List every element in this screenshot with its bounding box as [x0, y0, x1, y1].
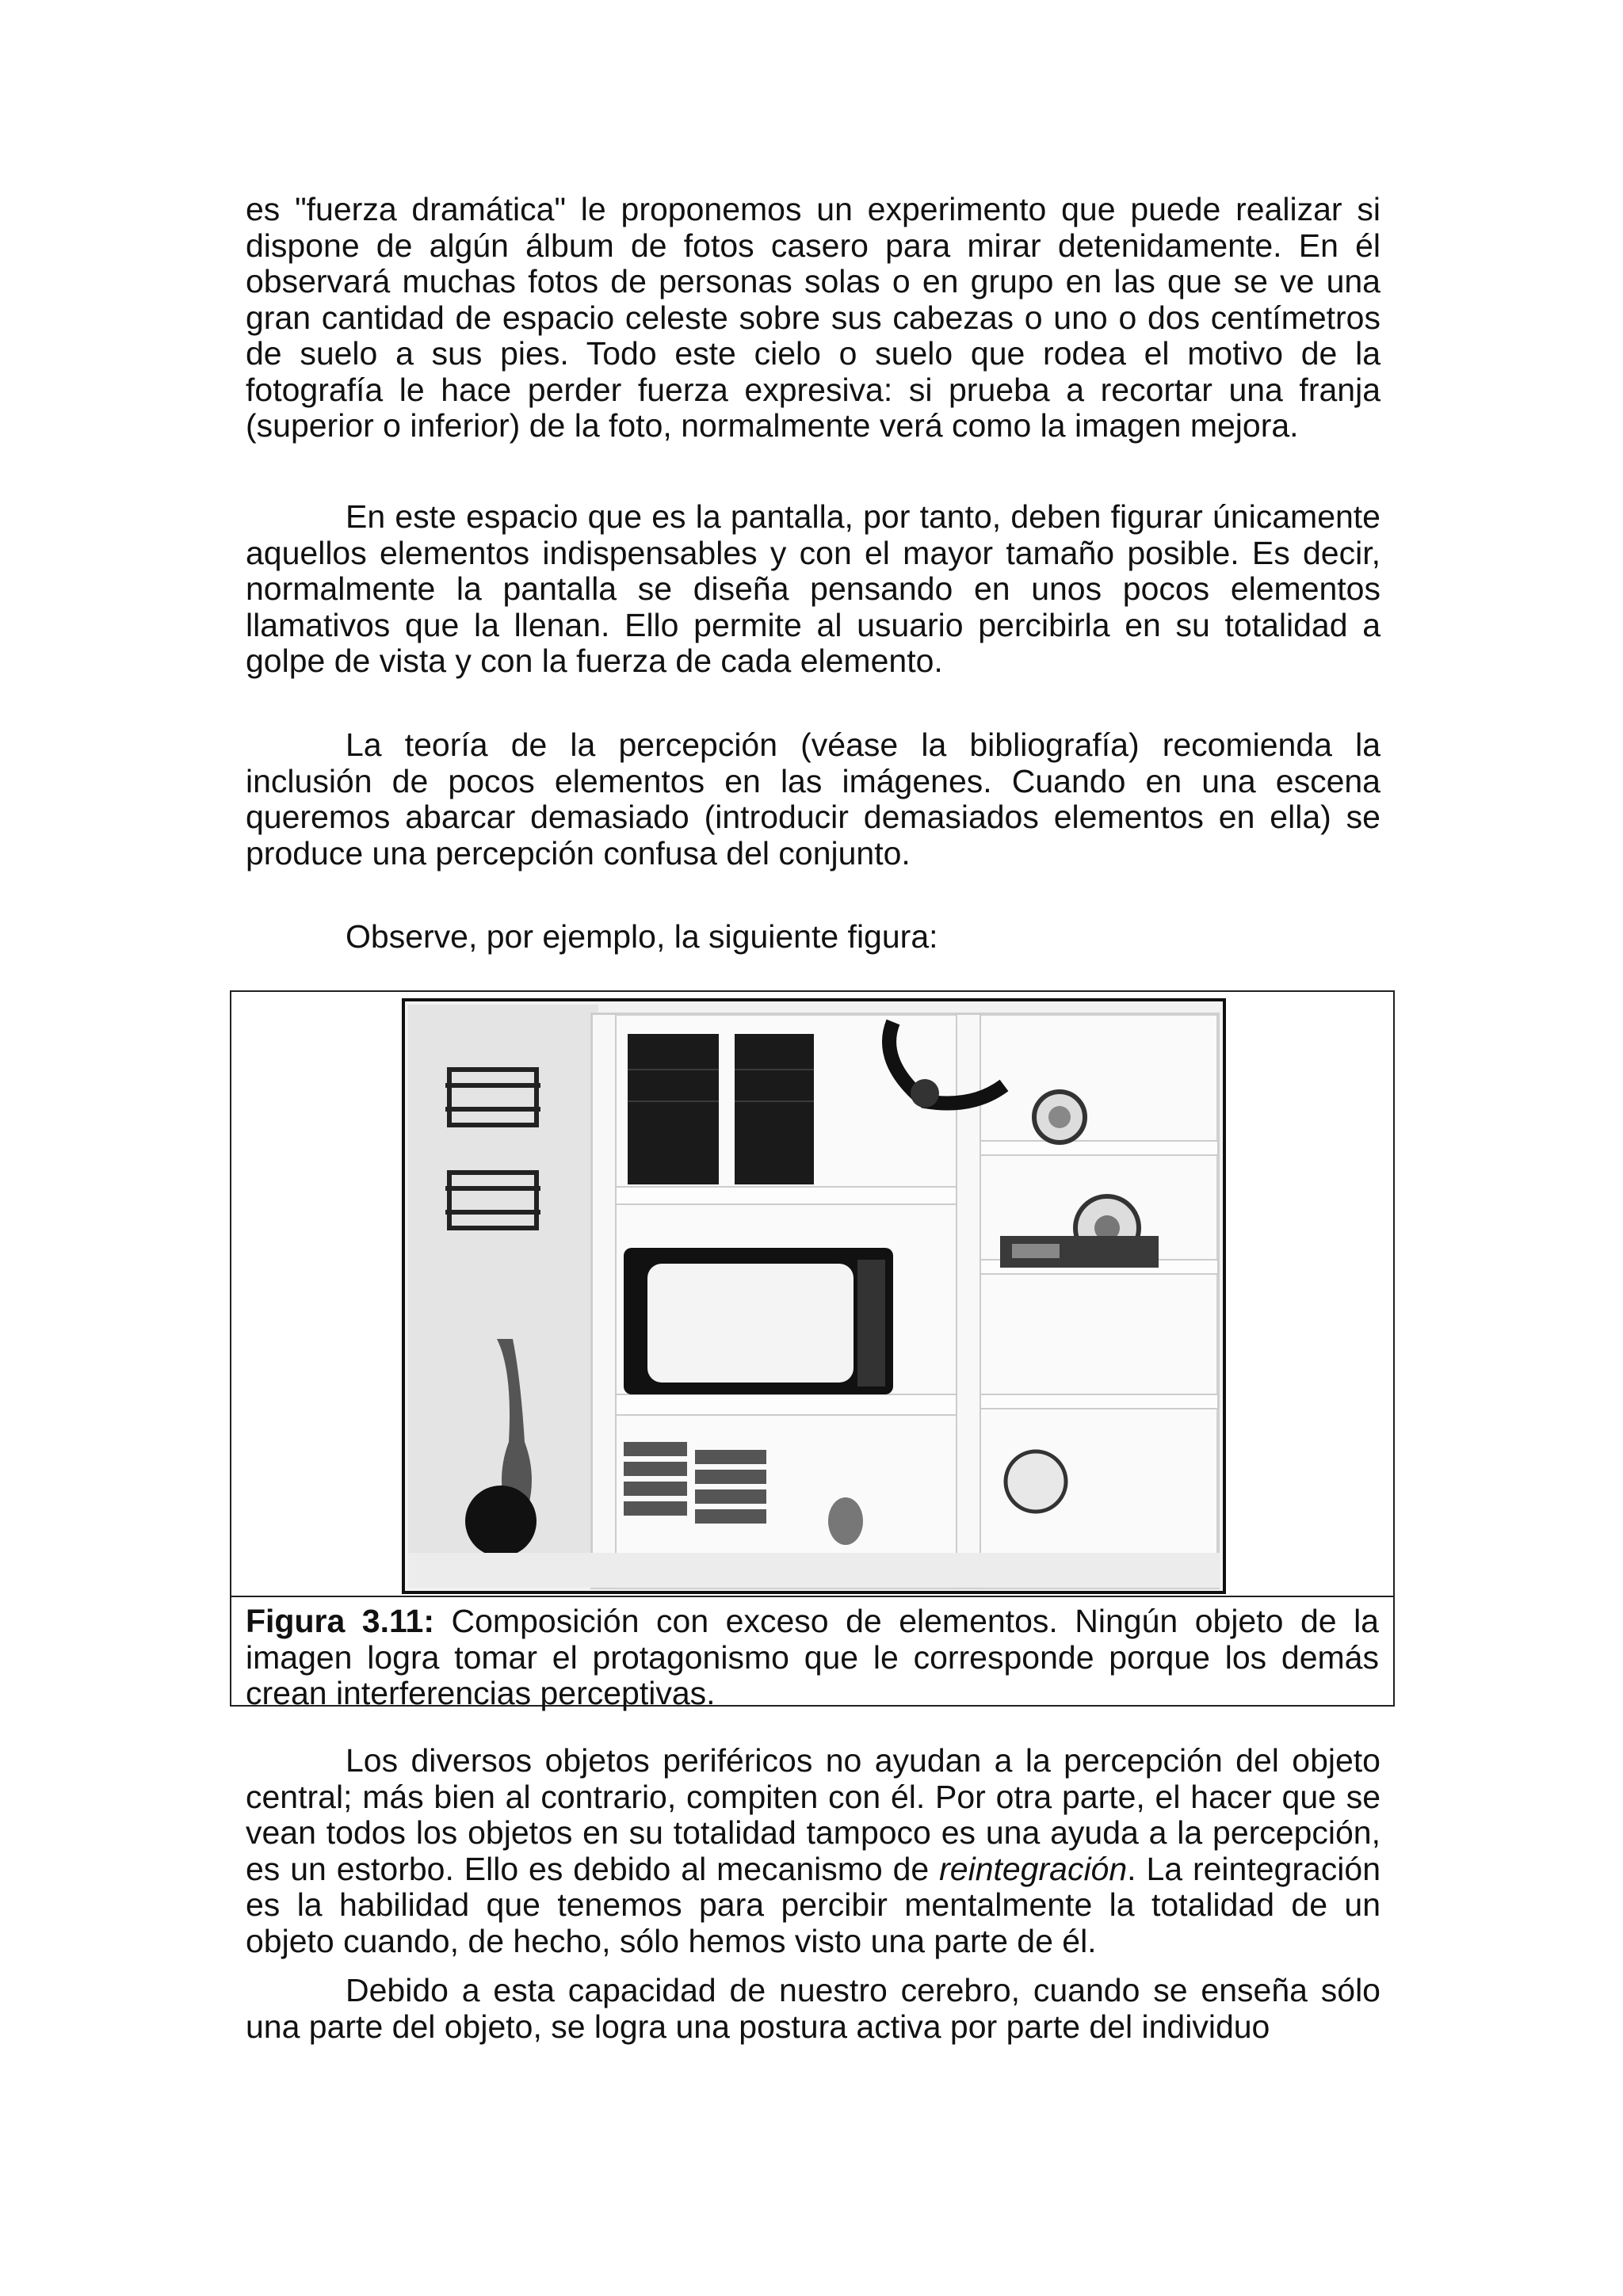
figure-label: Figura 3.11: [246, 1603, 434, 1639]
figure-caption [231, 1596, 1393, 1711]
figure-photo-shelving [402, 998, 1226, 1594]
paragraph-objetos-perifericos-start: Los diversos objetos periféricos no ayudan a la percepción del objeto central; más bien al contrario, compiten con él. Por otra parte, el hacer que se vean todos los objetos en su totalidad tampoco es una ayuda a la percepción, es un estorbo. Ello es debido al mecanismo de [246, 1742, 1381, 1887]
paragraph-teoria-percepcion: La teoría de la percepción (véase la bibliografía) recomienda la inclusión de pocos elementos en las imágenes. Cuando en una escena queremos abarcar demasiado (introducir demasiados elementos en ella) se produce una percepción confusa del conjunto. [246, 727, 1381, 871]
paragraph-capacidad-cerebro: Debido a esta capacidad de nuestro cerebro, cuando se enseña sólo una parte del objeto, se logra una postura activa por parte del individuo [246, 1972, 1381, 2045]
paragraph-fuerza-dramatica: es "fuerza dramática" le proponemos un experimento que puede realizar si dispone de algún álbum de fotos casero para mirar detenidamente. En él observará muchas fotos de personas solas o en grupo en las que se ve una gran cantidad de espacio celeste sobre sus cabezas o uno o dos centímetros de suelo a sus pies. Todo este cielo o suelo que rodea el motivo de la fotografía le hace perder fuerza expresiva: si prueba a recortar una franja (superior o inferior) de la foto, normalmente verá como la imagen mejora. [246, 191, 1381, 444]
figure-caption-text: Composición con exceso de elementos. Ningún objeto de la imagen logra tomar el protagonismo que le corresponde porque los demás crean interferencias perceptivas. [246, 1603, 1379, 1711]
term-reintegracion: reintegración [939, 1850, 1128, 1887]
paragraph-objetos-perifericos-end: . La reintegración es la habilidad que tenemos para percibir mentalmente la totalidad de un objeto cuando, de hecho, sólo hemos visto una parte de él. [246, 1850, 1381, 1959]
paragraph-observe: Observe, por ejemplo, la siguiente figura: [346, 918, 938, 955]
paragraph-objetos-perifericos [246, 1743, 1381, 1959]
figure-3-11 [230, 990, 1395, 1711]
paragraph-espacio-pantalla: En este espacio que es la pantalla, por tanto, deben figurar únicamente aquellos elementos indispensables y con el mayor tamaño posible. Es decir, normalmente la pantalla se diseña pensando en unos pocos elementos llamativos que la llenan. Ello permite al usuario percibirla en su totalidad a golpe de vista y con la fuerza de cada elemento. [246, 498, 1381, 679]
